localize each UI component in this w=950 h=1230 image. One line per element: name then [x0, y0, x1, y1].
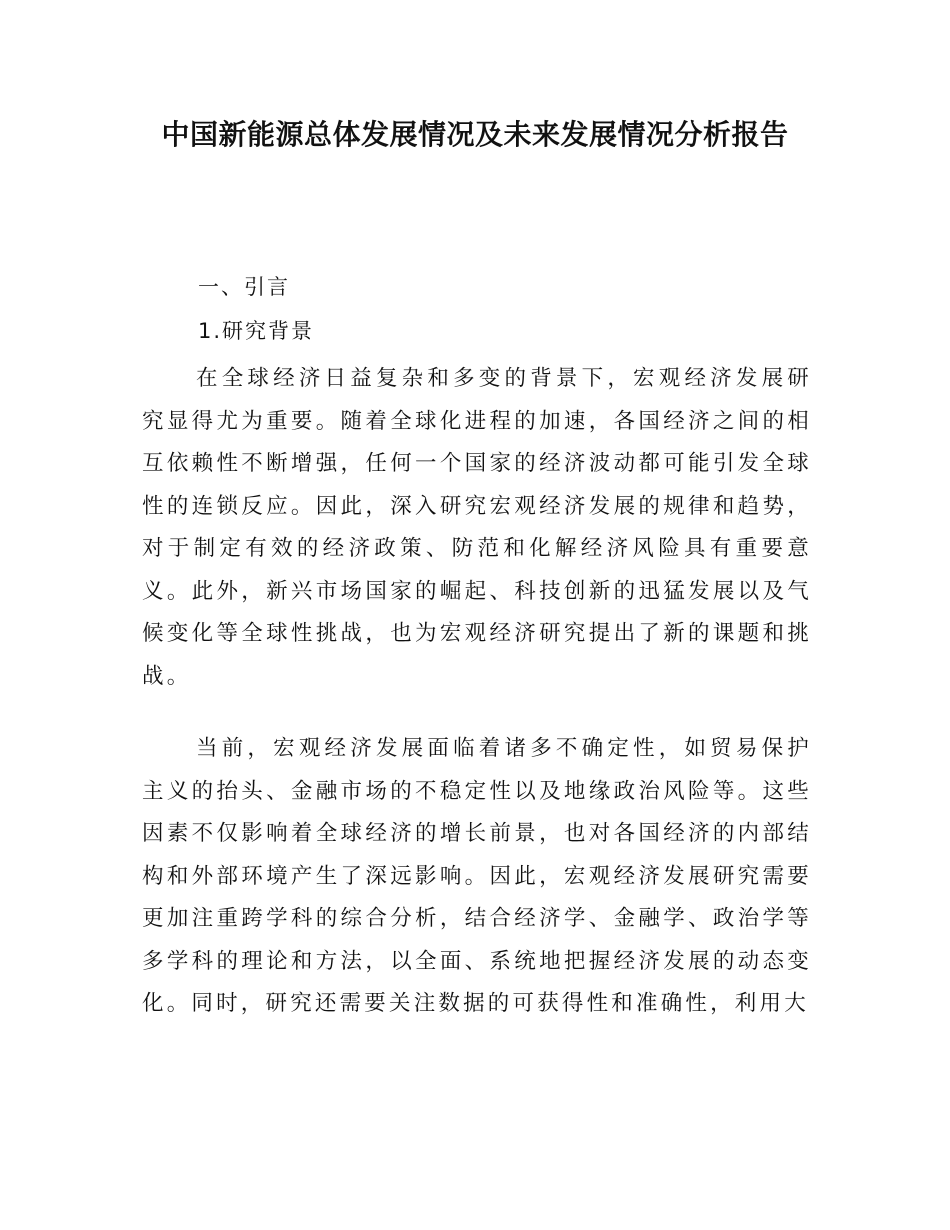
document-title: 中国新能源总体发展情况及未来发展情况分析报告: [161, 118, 789, 151]
section-heading: 一、引言: [198, 275, 290, 299]
subsection-heading: 1.研究背景: [198, 319, 315, 343]
paragraph-background-1: 在全球经济日益复杂和多变的背景下，宏观经济发展研究显得尤为重要。随着全球化进程的加速，各国经济之间的相互依赖性不断增强，任何一个国家的经济波动都可能引发全球性的连锁反应。因此，深入研究宏观经济发展的规律和趋势，对于制定有效的经济政策、防范和化解经济风险具有重要意义。此外，新兴市场国家的崛起、科技创新的迅猛发展以及气候变化等全球性挑战，也为宏观经济研究提出了新的课题和挑战。: [142, 366, 812, 689]
paragraph-background-2: 当前，宏观经济发展面临着诸多不确定性，如贸易保护主义的抬头、金融市场的不稳定性以及地缘政治风险等。这些因素不仅影响着全球经济的增长前景，也对各国经济的内部结构和外部环境产生了深远影响。因此，宏观经济发展研究需要更加注重跨学科的综合分析，结合经济学、金融学、政治学等多学科的理论和方法，以全面、系统地把握经济发展的动态变化。同时，研究还需要关注数据的可获得性和准确性，利用大: [142, 736, 812, 1016]
